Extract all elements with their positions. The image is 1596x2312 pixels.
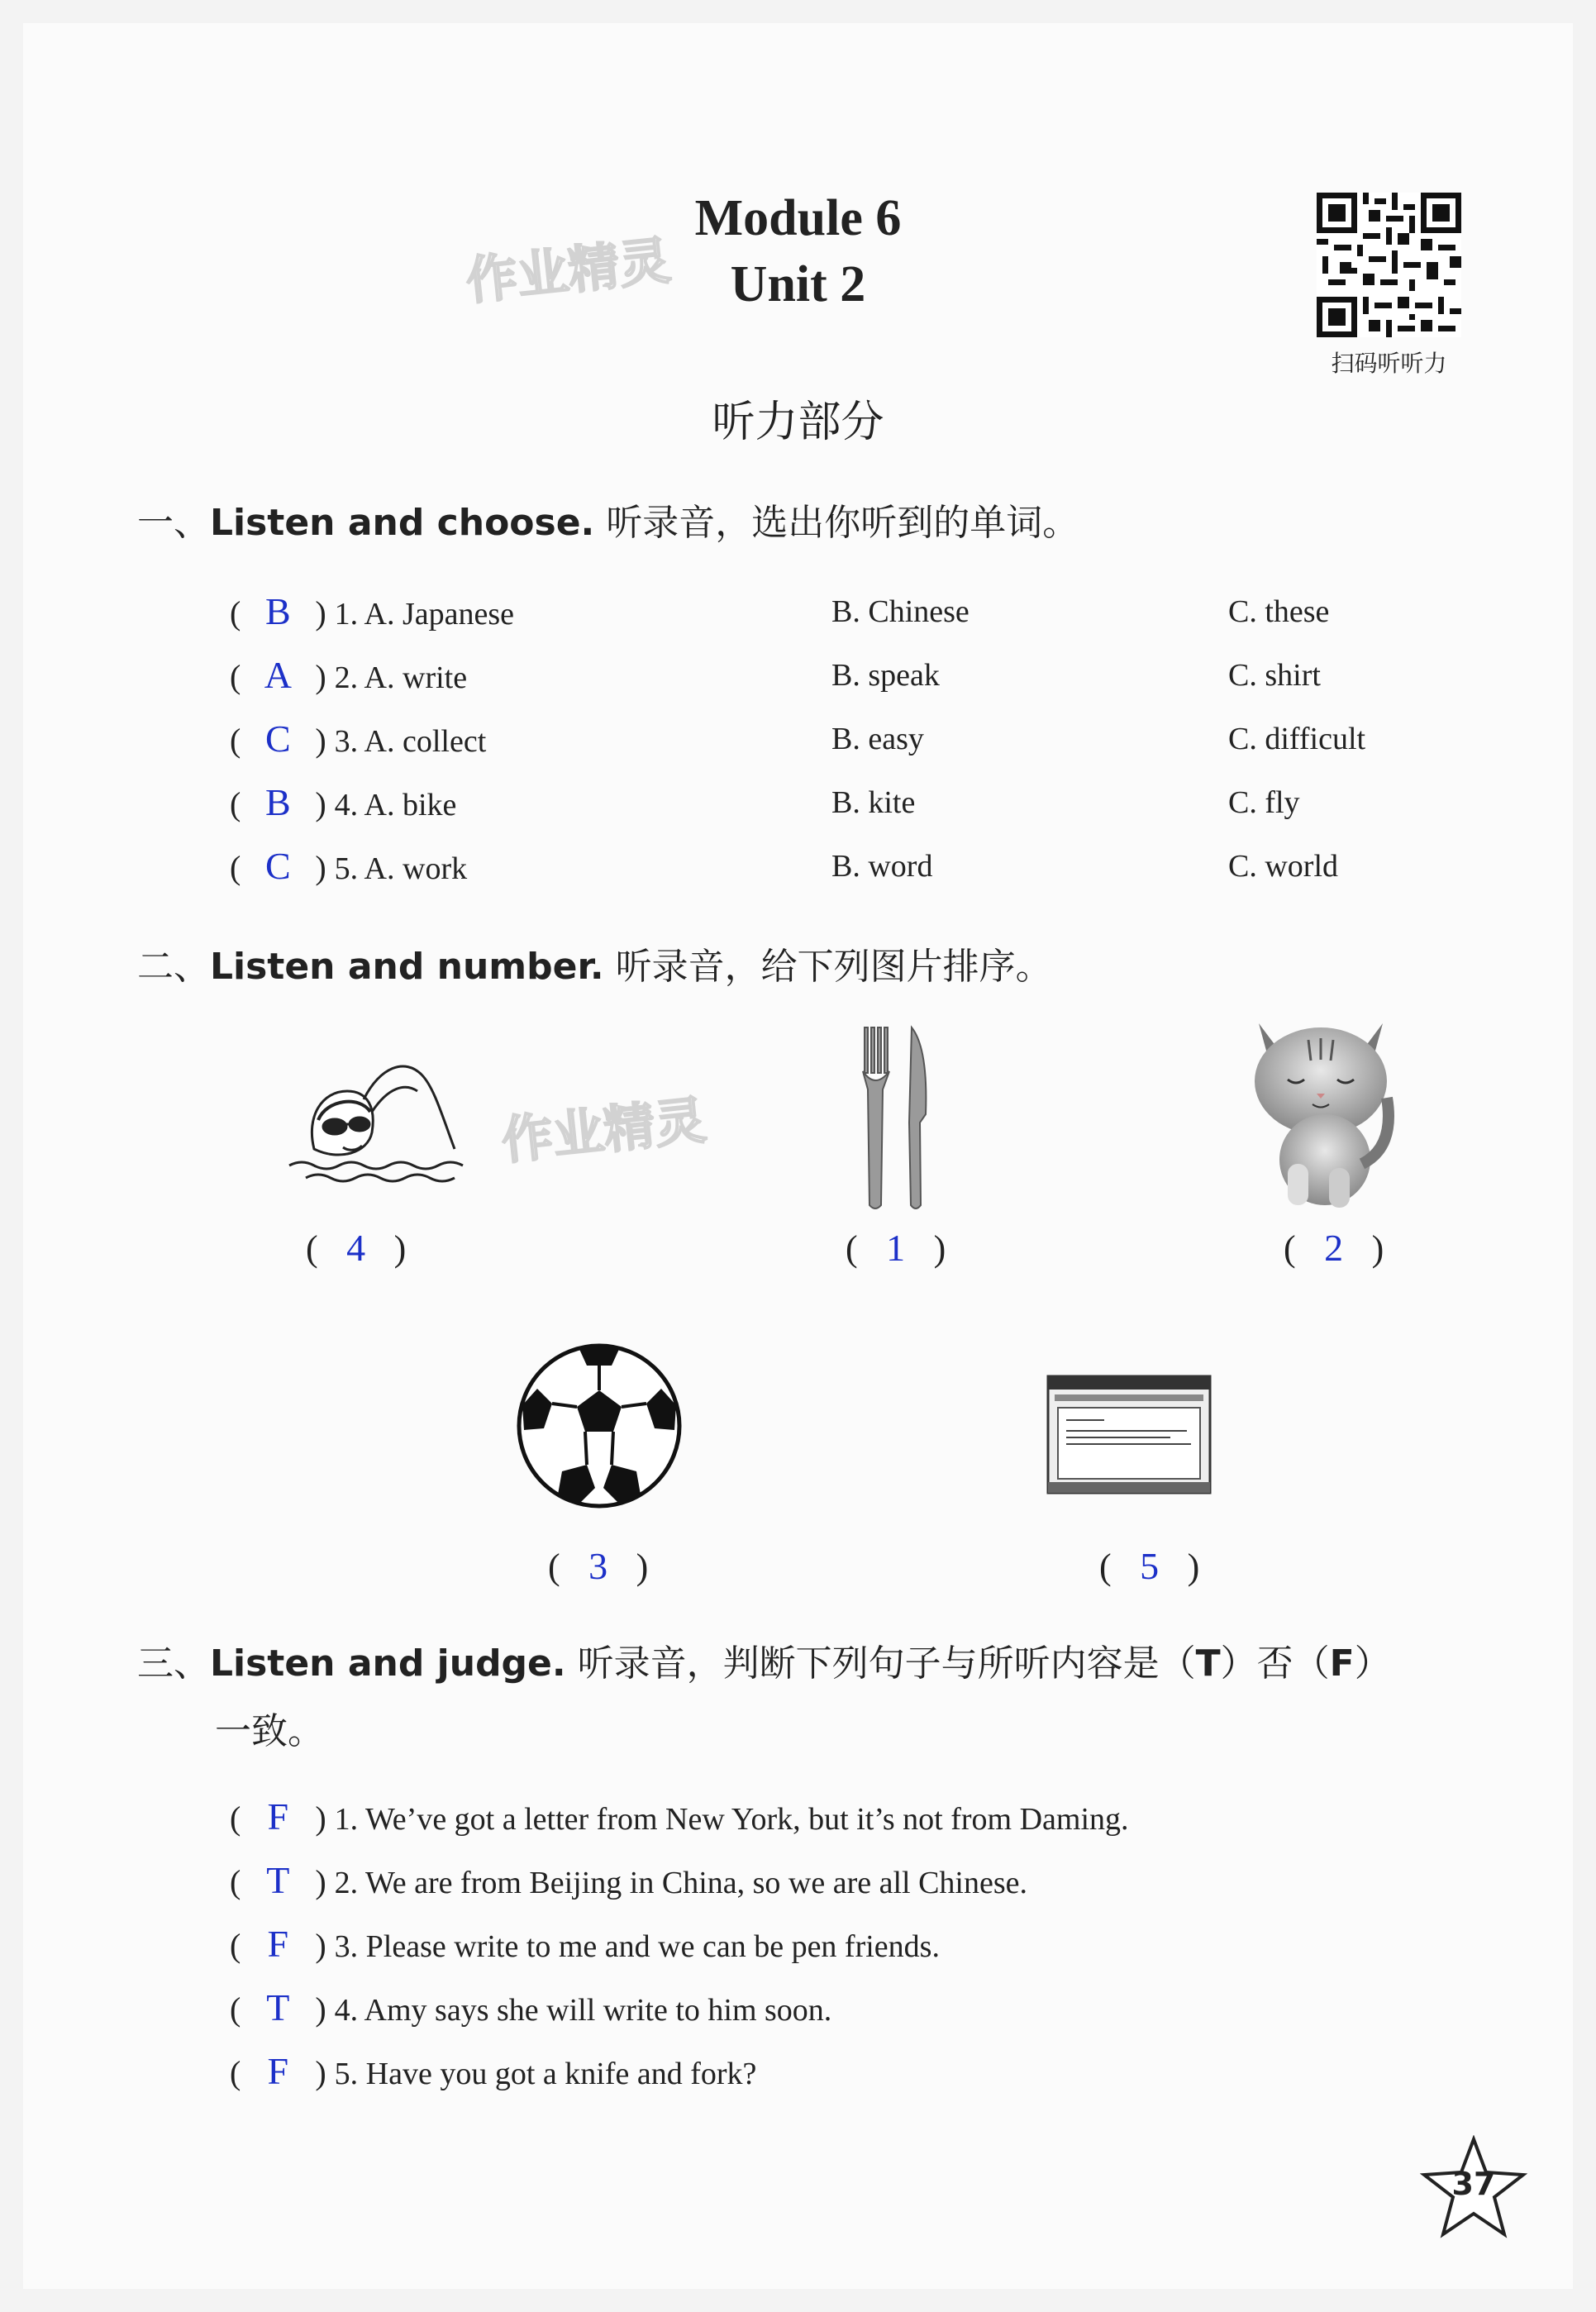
statement-row: ( T ) 4. Amy says she will write to him soon. xyxy=(230,1986,832,2028)
module-title: Module 6 xyxy=(694,190,902,246)
option-c: C. world xyxy=(1228,849,1338,884)
section2-heading xyxy=(137,937,1052,989)
section3-number: 三、 xyxy=(137,1642,210,1685)
answer-mark[interactable]: T xyxy=(266,1986,290,2028)
statement-text: 4. Amy says she will write to him soon. xyxy=(334,1993,832,2028)
section2-title-en: Listen and number. xyxy=(210,946,604,988)
statement-row: ( T ) 2. We are from Beijing in China, so we are all Chinese. xyxy=(230,1859,1028,1901)
option-a: 5. A. work xyxy=(334,851,468,886)
option-b: B. Chinese xyxy=(831,594,970,629)
answer-mark[interactable]: F xyxy=(267,2050,289,2092)
option-a: 4. A. bike xyxy=(334,788,457,822)
option-c: C. these xyxy=(1228,594,1330,629)
picture-answer-2: ( 1 ) xyxy=(846,1227,946,1269)
qr-code-icon xyxy=(1317,193,1461,337)
answer-mark[interactable]: 4 xyxy=(346,1227,366,1269)
answer-mark[interactable]: F xyxy=(267,1795,289,1838)
option-b: B. easy xyxy=(831,722,924,756)
answer-mark[interactable]: C xyxy=(264,717,291,760)
swimmer-icon xyxy=(281,1042,471,1199)
picture-answer-5: ( 5 ) xyxy=(1099,1545,1200,1587)
option-a: 2. A. write xyxy=(334,660,468,695)
unit-title: Unit 2 xyxy=(730,256,866,312)
worksheet-page xyxy=(23,23,1573,2289)
section3-title-en: Listen and judge. xyxy=(210,1642,566,1685)
question-row: ( C ) 5. A. work xyxy=(230,845,468,887)
statement-text: 5. Have you got a knife and fork? xyxy=(334,2057,757,2091)
section1-title-en: Listen and choose. xyxy=(210,502,595,544)
picture-answer-1: ( 4 ) xyxy=(306,1227,407,1269)
section2-number: 二、 xyxy=(137,946,210,988)
picture-answer-3: ( 2 ) xyxy=(1284,1227,1384,1269)
statement-text: 3. Please write to me and we can be pen friends. xyxy=(334,1929,940,1964)
section3-title-f: F xyxy=(1329,1642,1355,1685)
computer-screen-icon xyxy=(1046,1375,1212,1494)
picture-answer-4: ( 3 ) xyxy=(548,1545,649,1587)
section3-title-cn: 听录音，判断下列句子与所听内容是（ xyxy=(577,1642,1196,1685)
kitten-icon xyxy=(1238,999,1403,1213)
page-number: 37 xyxy=(1451,2166,1496,2202)
section3-title-t: T xyxy=(1195,1642,1221,1685)
question-row: ( A ) 2. A. write xyxy=(230,654,468,696)
answer-mark[interactable]: A xyxy=(264,654,292,696)
question-row: ( B ) 1. A. Japanese xyxy=(230,590,515,632)
section3-heading xyxy=(137,1633,1391,1686)
answer-mark[interactable]: 5 xyxy=(1140,1545,1160,1587)
qr-code[interactable] xyxy=(1317,193,1461,341)
statement-row: ( F ) 1. We’ve got a letter from New York, but it’s not from Daming. xyxy=(230,1795,1129,1838)
option-b: B. speak xyxy=(831,658,940,693)
football-icon xyxy=(512,1339,686,1513)
answer-mark[interactable]: B xyxy=(264,781,291,823)
fork-knife-icon xyxy=(850,1023,941,1213)
section2-title-cn: 听录音，给下列图片排序。 xyxy=(615,946,1052,988)
option-c: C. fly xyxy=(1228,785,1300,820)
statement-row: ( F ) 5. Have you got a knife and fork? xyxy=(230,2050,757,2092)
answer-mark[interactable]: T xyxy=(266,1859,290,1901)
answer-mark[interactable]: B xyxy=(264,590,291,632)
option-c: C. shirt xyxy=(1228,658,1321,693)
statement-row: ( F ) 3. Please write to me and we can be pen friends. xyxy=(230,1923,940,1965)
question-row: ( C ) 3. A. collect xyxy=(230,717,487,760)
option-a: 3. A. collect xyxy=(334,724,487,759)
answer-mark[interactable]: C xyxy=(264,845,291,887)
option-c: C. difficult xyxy=(1228,722,1366,756)
watermark: 作业精灵 xyxy=(498,1089,709,1171)
section3-title-mid: ）否（ xyxy=(1220,1642,1330,1685)
section3-title-end: ） xyxy=(1354,1642,1391,1685)
section1-title-cn: 听录音，选出你听到的单词。 xyxy=(606,502,1079,544)
question-row: ( B ) 4. A. bike xyxy=(230,781,457,823)
section1-number: 一、 xyxy=(137,502,210,544)
qr-caption: 扫码听听力 xyxy=(1331,350,1447,377)
answer-mark[interactable]: 3 xyxy=(588,1545,608,1587)
statement-text: 1. We’ve got a letter from New York, but it’s not from Daming. xyxy=(334,1802,1129,1837)
answer-mark[interactable]: F xyxy=(267,1923,289,1965)
section-title: 听力部分 xyxy=(712,398,884,447)
option-b: B. word xyxy=(831,849,933,884)
watermark: 作业精灵 xyxy=(463,230,674,312)
statement-text: 2. We are from Beijing in China, so we are all Chinese. xyxy=(334,1866,1028,1900)
section1-heading xyxy=(137,493,1079,546)
answer-mark[interactable]: 2 xyxy=(1324,1227,1344,1269)
option-b: B. kite xyxy=(831,785,916,820)
section3-title-cn2: 一致。 xyxy=(215,1710,324,1752)
option-a: 1. A. Japanese xyxy=(334,597,515,632)
answer-mark[interactable]: 1 xyxy=(886,1227,906,1269)
